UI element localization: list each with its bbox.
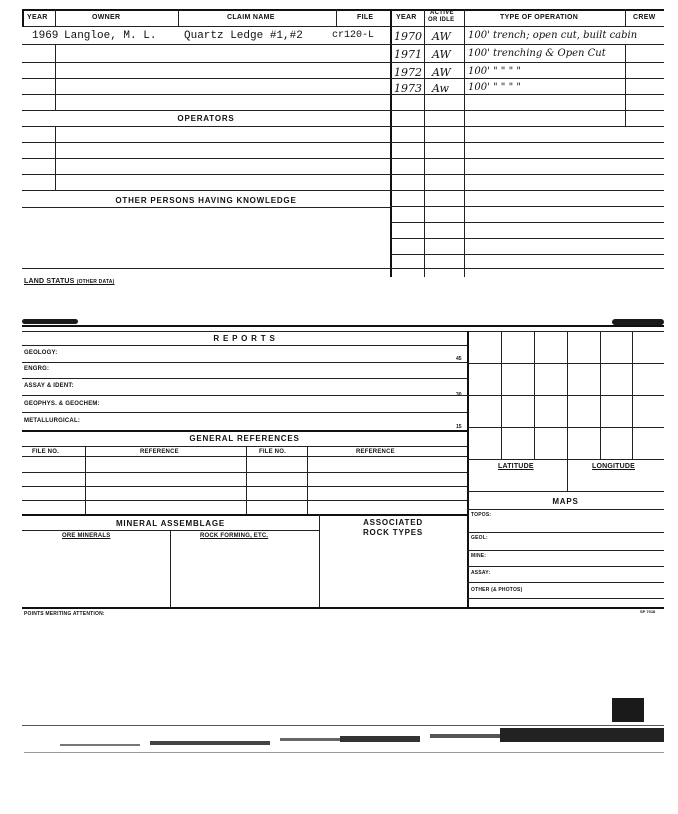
- owner-year: 1969: [32, 30, 59, 42]
- rock-forming-label: ROCK FORMING, ETC.: [200, 533, 269, 539]
- operation-row-4-type: 100' " " " ": [468, 82, 521, 93]
- report-engrg: ENGRG:: [24, 366, 50, 372]
- owner-name: Langloe, M. L.: [64, 30, 157, 42]
- ref-file-no-2: FILE NO.: [259, 449, 286, 455]
- report-assay: ASSAY & IDENT:: [24, 383, 74, 389]
- latitude-label: LATITUDE: [498, 463, 534, 470]
- operation-row-2-type: 100' trenching & Open Cut: [468, 48, 606, 59]
- ref-reference-2: REFERENCE: [356, 449, 395, 455]
- report-metallurgical: METALLURGICAL:: [24, 418, 81, 424]
- report-number-30: 30: [456, 392, 462, 398]
- operation-row-4-status: Aw: [432, 82, 449, 95]
- associated-rock-types-line-1: ASSOCIATED: [363, 518, 423, 527]
- points-meriting-attention: POINTS MERITING ATTENTION:: [24, 611, 105, 617]
- header-file: FILE: [357, 14, 374, 21]
- header-or-idle: OR IDLE: [428, 17, 455, 23]
- maps-geol: GEOL:: [471, 535, 488, 541]
- operators-heading: OPERATORS: [177, 114, 235, 123]
- ore-minerals-label: ORE MINERALS: [62, 533, 111, 539]
- land-status-label: LAND STATUS: [24, 278, 75, 285]
- maps-assay: ASSAY:: [471, 570, 491, 576]
- maps-mine: MINE:: [471, 553, 487, 559]
- report-number-15: 15: [456, 424, 462, 430]
- maps-heading: MAPS: [552, 497, 579, 506]
- report-number-45: 45: [456, 356, 462, 362]
- header-owner: OWNER: [92, 14, 121, 21]
- report-geophys: GEOPHYS. & GEOCHEM:: [24, 401, 100, 407]
- associated-rock-types-line-2: ROCK TYPES: [362, 528, 423, 537]
- maps-topos: TOPOS:: [471, 512, 492, 518]
- file-number: cr120-L: [332, 30, 375, 41]
- reports-heading: R E P O R T S: [213, 334, 276, 343]
- header-claim-name: CLAIM NAME: [227, 14, 275, 21]
- claim-name: Quartz Ledge #1,#2: [184, 30, 303, 42]
- header-crew: CREW: [633, 14, 656, 21]
- header-active: ACTIVE: [430, 10, 454, 16]
- general-references-heading: GENERAL REFERENCES: [189, 434, 300, 443]
- mineral-assemblage-heading: MINERAL ASSEMBLAGE: [115, 519, 226, 528]
- operation-row-3-year: 1972: [394, 66, 422, 79]
- form-number: SP 7018: [640, 609, 656, 614]
- header-year-operation: YEAR: [396, 14, 417, 21]
- other-persons-heading: OTHER PERSONS HAVING KNOWLEDGE: [115, 196, 297, 205]
- operation-row-1-status: AW: [432, 30, 451, 43]
- report-geology: GEOLOGY:: [24, 350, 58, 356]
- land-status-heading: [24, 278, 114, 285]
- header-year: YEAR: [27, 14, 48, 21]
- header-type-of-operation: TYPE OF OPERATION: [500, 14, 579, 21]
- maps-other: OTHER (& PHOTOS): [471, 587, 523, 593]
- operation-row-2-status: AW: [432, 48, 451, 61]
- operation-row-1-type: 100' trench; open cut, built cabin: [468, 30, 638, 41]
- operation-row-4-year: 1973: [394, 82, 422, 95]
- operation-row-2-year: 1971: [394, 48, 422, 61]
- land-status-subtitle: (OTHER DATA): [76, 279, 115, 285]
- operation-row-3-type: 100' " " " ": [468, 66, 521, 77]
- ref-file-no: FILE NO.: [32, 449, 59, 455]
- ref-reference: REFERENCE: [140, 449, 179, 455]
- operation-row-3-status: AW: [432, 66, 451, 79]
- longitude-label: LONGITUDE: [592, 463, 636, 470]
- operation-row-1-year: 1970: [394, 30, 422, 43]
